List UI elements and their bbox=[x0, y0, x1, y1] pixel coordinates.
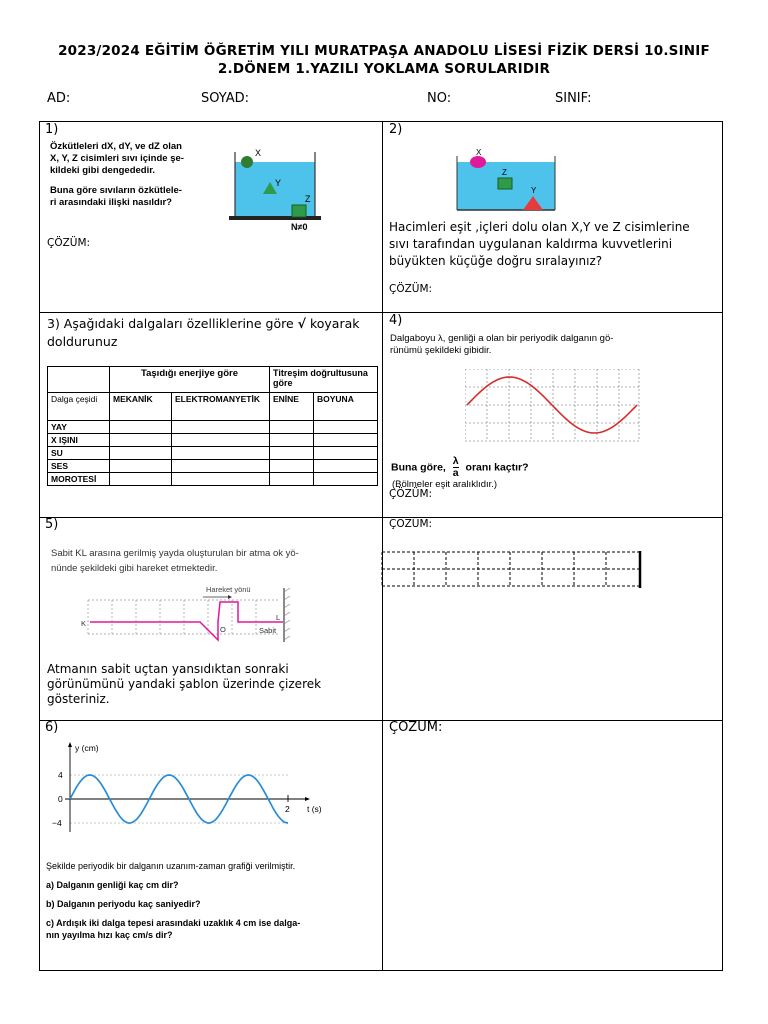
q3-cell[interactable] bbox=[110, 473, 172, 486]
q1-label-n: N≠0 bbox=[291, 222, 308, 232]
q3-header-vibration: Titreşim doğrultusuna göre bbox=[270, 367, 378, 393]
page-title-line1: 2023/2024 EĞİTİM ÖĞRETİM YILI MURATPAŞA ANADOLU LİSESİ FİZİK DERSİ 10.SINIF bbox=[58, 43, 710, 59]
q3-cell[interactable] bbox=[270, 434, 314, 447]
soyad-label: SOYAD: bbox=[201, 91, 249, 106]
q6-question-a: a) Dalganın genliği kaç cm dir? bbox=[46, 880, 179, 890]
q1-line3: kildeki gibi dengededir. bbox=[50, 165, 156, 176]
q3-wave-table bbox=[47, 366, 378, 486]
q3-cell[interactable] bbox=[270, 421, 314, 434]
grid-divider-vertical bbox=[382, 122, 383, 970]
q3-row-label: SES bbox=[48, 460, 110, 473]
table-row bbox=[48, 421, 378, 434]
q3-cell[interactable] bbox=[314, 473, 378, 486]
q5-line1: Sabit KL arasına gerilmiş yayda oluşturulan bir atma ok yö- bbox=[51, 548, 299, 559]
q3-row-label: SU bbox=[48, 447, 110, 460]
q6-tick-0: 0 bbox=[58, 794, 63, 804]
q3-row-label: X IŞINI bbox=[48, 434, 110, 447]
q4-number: 4) bbox=[389, 313, 403, 328]
q4-fraction bbox=[453, 456, 459, 479]
q3-cell[interactable] bbox=[270, 473, 314, 486]
q3-header-wave: Dalga çeşidi bbox=[48, 393, 110, 421]
q1-cozum: ÇÖZÜM: bbox=[47, 237, 91, 249]
q3-text bbox=[47, 315, 367, 351]
q1-number: 1) bbox=[45, 122, 59, 137]
grid-divider-row2 bbox=[40, 517, 722, 518]
q2-cozum: ÇÖZÜM: bbox=[389, 283, 433, 295]
table-row bbox=[48, 447, 378, 460]
q2-liquid-figure bbox=[445, 148, 565, 218]
ad-label: AD: bbox=[47, 91, 71, 106]
q2-label-z: Z bbox=[502, 168, 507, 177]
q3-cell[interactable] bbox=[172, 473, 270, 486]
q3-cell[interactable] bbox=[172, 447, 270, 460]
q1-line2: X, Y, Z cisimleri sıvı içinde şe- bbox=[50, 153, 184, 164]
q1-object-x bbox=[241, 156, 253, 168]
q3-cell[interactable] bbox=[314, 421, 378, 434]
q4-ask-b: oranı kaçtır? bbox=[465, 461, 529, 474]
q3-check: √ bbox=[297, 316, 306, 331]
q5-pulse bbox=[90, 602, 283, 640]
q3-col-boyuna: BOYUNA bbox=[314, 393, 378, 421]
q1-label-y: Y bbox=[275, 178, 282, 188]
q6-x-label: t (s) bbox=[307, 804, 322, 814]
q4-frac-top: λ bbox=[452, 455, 459, 467]
q5-label-k: K bbox=[81, 619, 87, 628]
q3-cell[interactable] bbox=[314, 434, 378, 447]
q3-text-b: koyarak bbox=[309, 316, 360, 331]
q1-line1: Özkütleleri dX, dY, ve dZ olan bbox=[50, 141, 182, 152]
table-row bbox=[48, 434, 378, 447]
q3-row-label: YAY bbox=[48, 421, 110, 434]
q6-tick-minus4: −4 bbox=[52, 818, 62, 828]
q5-answer-template[interactable] bbox=[381, 550, 645, 590]
q1-label-z: Z bbox=[305, 194, 311, 204]
q6-question-b: b) Dalganın periyodu kaç saniyedir? bbox=[46, 899, 201, 909]
q6-number: 6) bbox=[45, 720, 59, 735]
q4-text bbox=[390, 333, 720, 357]
q5-label-l: L bbox=[276, 613, 281, 622]
q6-questions bbox=[46, 860, 356, 941]
q1-line4: Buna göre sıvıların özkütlele- bbox=[50, 185, 182, 196]
q3-cell[interactable] bbox=[270, 460, 314, 473]
q3-cell[interactable] bbox=[110, 447, 172, 460]
q1-object-z bbox=[292, 205, 306, 217]
q3-cell[interactable] bbox=[314, 447, 378, 460]
q5-label-sabit: Sabit bbox=[259, 626, 277, 635]
page-title-line2: 2.DÖNEM 1.YAZILI YOKLAMA SORULARIDIR bbox=[217, 61, 551, 77]
q4-ask-a: Buna göre, bbox=[391, 461, 446, 474]
q3-header-energy: Taşıdığı enerjiye göre bbox=[110, 367, 270, 393]
table-row bbox=[48, 473, 378, 486]
q4-question bbox=[391, 456, 529, 479]
no-label: NO: bbox=[427, 91, 452, 106]
q5-cozum: ÇOZÜM: bbox=[389, 518, 433, 530]
q4-line2: rünümü şekildeki gibidir. bbox=[390, 345, 492, 356]
q4-wave-figure bbox=[465, 369, 641, 443]
q6-graph bbox=[45, 740, 335, 836]
q6-question-c1: c) Ardışık iki dalga tepesi arasındaki uzaklık 4 cm ise dalga- bbox=[46, 918, 301, 928]
q3-cell[interactable] bbox=[172, 434, 270, 447]
q3-col-enine: ENİNE bbox=[270, 393, 314, 421]
q1-figure-text bbox=[50, 141, 200, 209]
q6-y-label: y (cm) bbox=[75, 743, 99, 753]
q6-cozum: ÇOZUM: bbox=[389, 720, 443, 735]
q4-line1: Dalgaboyu λ, genliği a olan bir periyodik dalganın gö- bbox=[390, 333, 614, 344]
q5-label-o: O bbox=[220, 625, 226, 634]
q3-text-c: doldurunuz bbox=[47, 334, 118, 349]
q5-figure-text bbox=[51, 548, 351, 575]
q3-cell[interactable] bbox=[270, 447, 314, 460]
q6-tick-2: 2 bbox=[285, 804, 290, 814]
q2-object-x bbox=[470, 156, 486, 168]
q3-row-label: MOROTESİ bbox=[48, 473, 110, 486]
table-row bbox=[48, 460, 378, 473]
q1-liquid-figure bbox=[225, 142, 330, 234]
q6-line0: Şekilde periyodik bir dalganın uzanım-zaman grafiği verilmiştir. bbox=[46, 861, 296, 871]
q5-text: Atmanın sabit uçtan yansıdıktan sonraki görünümünü yandaki şablon üzerinde çizerek gösteriniz. bbox=[47, 662, 322, 706]
q3-cell[interactable] bbox=[314, 460, 378, 473]
q3-text-a: 3) Aşağıdaki dalgaları özelliklerine göre bbox=[47, 316, 294, 331]
q5-line2: nünde şekildeki gibi hareket etmektedir. bbox=[51, 563, 218, 574]
q4-wave-curve bbox=[467, 377, 637, 433]
q2-text: Hacimleri eşit ,içleri dolu olan X,Y ve Z cisimlerine sıvı tarafından uygulanan kaldırma kuvvetlerini büyükten küçüğe doğru sıralayınız? bbox=[389, 220, 690, 268]
q5-pulse-figure bbox=[78, 582, 296, 644]
q3-cell[interactable] bbox=[110, 421, 172, 434]
q3-cell[interactable] bbox=[172, 460, 270, 473]
q3-cell[interactable] bbox=[110, 460, 172, 473]
q4-note: (Bölmeler eşit aralıklıdır.) bbox=[392, 479, 498, 490]
sinif-label: SINIF: bbox=[555, 91, 592, 106]
grid-divider-row3 bbox=[40, 720, 722, 721]
q4-frac-bot: a bbox=[452, 467, 459, 479]
q2-label-y: Y bbox=[531, 186, 537, 195]
q6-tick-4: 4 bbox=[58, 770, 63, 780]
q1-line5: ri arasındaki ilişki nasıldır? bbox=[50, 197, 172, 208]
q3-col-elektromanyetik: ELEKTROMANYETİK bbox=[172, 393, 270, 421]
q6-question-c2: nın yayılma hızı kaç cm/s dir? bbox=[46, 930, 173, 940]
q3-cell[interactable] bbox=[172, 421, 270, 434]
grid-divider-row1 bbox=[40, 312, 722, 313]
q5-direction-label: Hareket yönü bbox=[206, 585, 251, 594]
q1-label-x: X bbox=[255, 148, 262, 158]
q5-number: 5) bbox=[45, 517, 59, 532]
q2-number: 2) bbox=[389, 122, 403, 137]
q1-ground bbox=[229, 216, 321, 220]
q2-label-x: X bbox=[476, 148, 482, 157]
q2-object-z bbox=[498, 178, 512, 189]
q3-col-mekanik: MEKANİK bbox=[110, 393, 172, 421]
q4-cozum: ÇÖZÜM: bbox=[389, 488, 433, 500]
q3-cell[interactable] bbox=[110, 434, 172, 447]
